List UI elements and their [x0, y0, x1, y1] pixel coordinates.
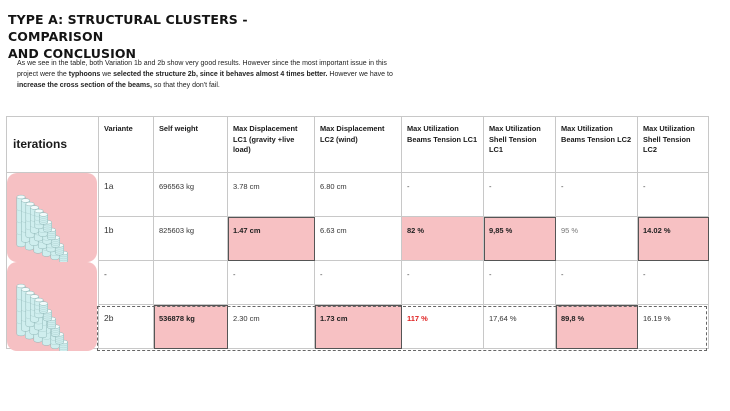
header-disp-lc2: Max Displacement LC2 (wind): [315, 117, 402, 173]
cylinder-cluster-2: [7, 262, 97, 351]
cell-self-weight: 696563 kg: [154, 173, 228, 217]
cell-disp-lc2: -: [315, 261, 402, 305]
cell-shell-lc2: -: [638, 173, 709, 217]
cell-shell-lc1: -: [484, 261, 556, 305]
cell-self-weight-highlight: 536878 kg: [154, 305, 228, 349]
cell-beams-lc1-over-limit: 117 %: [402, 305, 484, 349]
cell-variant: -: [99, 261, 154, 305]
structure-images-cell: [7, 173, 99, 349]
cell-shell-lc1: -: [484, 173, 556, 217]
header-disp-lc1: Max Displacement LC1 (gravity +live load): [228, 117, 315, 173]
cell-shell-lc2-highlight: 14.02 %: [638, 217, 709, 261]
table-row-selected: [7, 305, 709, 349]
cylinder-top: [21, 199, 29, 203]
header-beams-lc1: Max Utilization Beams Tension LC1: [402, 117, 484, 173]
header-shell-lc1: Max Utilization Shell Tension LC1: [484, 117, 556, 173]
cell-disp-lc1-highlight: 1.47 cm: [228, 217, 315, 261]
comparison-table: [6, 116, 709, 349]
cell-disp-lc2: 6.63 cm: [315, 217, 402, 261]
cell-beams-lc2-highlight: 89,8 %: [556, 305, 638, 349]
title-line-2: AND CONCLUSION: [8, 46, 137, 61]
table-row: [7, 217, 709, 261]
header-variante: Variante: [99, 117, 154, 173]
intro-text-2: we: [100, 70, 114, 78]
intro-text-1: As we see in the table, both Variation 1b and 2b show very good results. However since the most important issue in this project were the: [17, 60, 387, 78]
cylinder-top: [39, 213, 47, 217]
cell-variant: 1b: [99, 217, 154, 261]
cylinder-cluster-1: [7, 173, 97, 262]
intro-text-3: However we have to: [327, 70, 393, 78]
cell-beams-lc2: -: [556, 261, 638, 305]
cell-beams-lc1: -: [402, 173, 484, 217]
cylinder-top: [30, 206, 38, 210]
cell-beams-lc1: -: [402, 261, 484, 305]
cell-shell-lc2: -: [638, 261, 709, 305]
cylinder-top: [17, 284, 25, 288]
intro-bold-3: increase the cross section of the beams,: [17, 81, 152, 89]
page-title: [8, 11, 338, 62]
cell-disp-lc2: 6.80 cm: [315, 173, 402, 217]
intro-paragraph: [17, 59, 397, 91]
table-header-row: [7, 117, 709, 173]
table-row: [7, 173, 709, 217]
cell-shell-lc1: 17,64 %: [484, 305, 556, 349]
cell-shell-lc2: 16.19 %: [638, 305, 709, 349]
cell-self-weight: [154, 261, 228, 305]
cell-variant: 1a: [99, 173, 154, 217]
intro-bold-1: typhoons: [68, 70, 101, 78]
header-iterations: iterations: [7, 117, 99, 173]
cylinder-top: [26, 291, 34, 295]
header-beams-lc2: Max Utilization Beams Tension LC2: [556, 117, 638, 173]
cell-disp-lc1: 3.78 cm: [228, 173, 315, 217]
table-row: [7, 261, 709, 305]
cylinder-top: [39, 302, 47, 306]
title-line-1: TYPE A: STRUCTURAL CLUSTERS - COMPARISON: [8, 12, 248, 44]
cylinder-top: [35, 298, 43, 302]
cell-beams-lc2: 95 %: [556, 217, 638, 261]
cell-beams-lc2: -: [556, 173, 638, 217]
cell-beams-lc1-highlight: 82 %: [402, 217, 484, 261]
cylinder-top: [26, 202, 34, 206]
cell-disp-lc1: -: [228, 261, 315, 305]
cylinder-top: [17, 195, 25, 199]
structure-image-1: [7, 173, 97, 262]
cylinder-top: [30, 295, 38, 299]
intro-text-4: so that they don't fail.: [152, 81, 220, 89]
header-self-weight: Self weight: [154, 117, 228, 173]
cell-variant: 2b: [99, 305, 154, 349]
intro-bold-2: selected the structure 2b, since it behaves almost 4 times better.: [113, 70, 328, 78]
cylinder-top: [35, 209, 43, 213]
cell-shell-lc1-highlight: 9,85 %: [484, 217, 556, 261]
cell-disp-lc2-highlight: 1.73 cm: [315, 305, 402, 349]
structure-image-2: [7, 262, 97, 351]
cell-self-weight: 825603 kg: [154, 217, 228, 261]
header-shell-lc2: Max Utilization Shell Tension LC2: [638, 117, 709, 173]
cell-disp-lc1: 2.30 cm: [228, 305, 315, 349]
cylinder-top: [21, 288, 29, 292]
